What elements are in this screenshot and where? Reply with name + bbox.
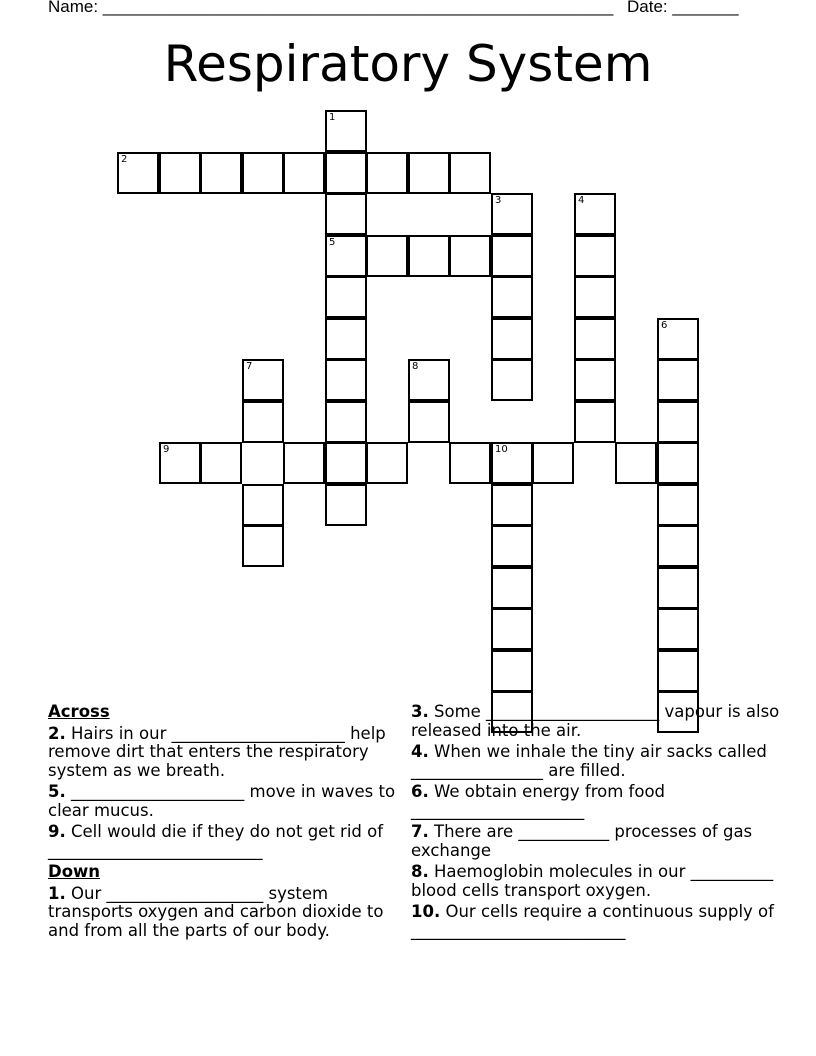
- clue-down-8: [411, 863, 781, 900]
- clue-down-6: [411, 783, 781, 820]
- crossword-cell[interactable]: [325, 401, 367, 443]
- crossword-cell[interactable]: [491, 484, 533, 526]
- clue-number: 3.: [411, 702, 429, 721]
- crossword-cell[interactable]: [657, 442, 699, 484]
- clue-number-label: 8: [412, 361, 419, 372]
- crossword-cell[interactable]: [615, 442, 657, 484]
- clue-number: 10.: [411, 902, 441, 921]
- clue-number: 2.: [48, 723, 66, 743]
- clue-number: 8.: [411, 862, 429, 881]
- crossword-cell[interactable]: [574, 359, 616, 401]
- crossword-cell[interactable]: [200, 442, 242, 484]
- down-heading: Down: [48, 862, 101, 881]
- crossword-cell[interactable]: [491, 276, 533, 318]
- clue-number: 6.: [411, 782, 429, 801]
- crossword-cell[interactable]: [657, 318, 699, 360]
- crossword-cell[interactable]: [408, 359, 450, 401]
- clue-text: Our cells require a continuous supply of __________________________: [411, 902, 774, 940]
- crossword-cell[interactable]: [491, 318, 533, 360]
- clue-text: Hairs in our _____________________ help remove dirt that enters the respiratory system as we breath.: [48, 723, 386, 780]
- clue-across-9: [48, 823, 398, 860]
- clue-down-3: [411, 703, 781, 740]
- clue-down-7: [411, 823, 781, 860]
- crossword-cell[interactable]: [491, 525, 533, 567]
- crossword-cell[interactable]: [491, 193, 533, 235]
- crossword-cell[interactable]: [657, 608, 699, 650]
- crossword-cell[interactable]: [325, 152, 367, 194]
- clue-number: 1.: [48, 883, 66, 903]
- crossword-cell[interactable]: [242, 359, 284, 401]
- crossword-cell[interactable]: [574, 276, 616, 318]
- crossword-cell[interactable]: [242, 401, 284, 443]
- crossword-cell[interactable]: [657, 359, 699, 401]
- crossword-cell[interactable]: [325, 359, 367, 401]
- crossword-cell[interactable]: [532, 442, 574, 484]
- crossword-cell[interactable]: [491, 650, 533, 692]
- clues-right-column: [411, 703, 781, 943]
- clue-number-label: 7: [246, 361, 253, 372]
- clue-down-10: [411, 903, 781, 940]
- clues-left-column: [48, 703, 398, 943]
- crossword-cell[interactable]: [657, 567, 699, 609]
- crossword-cell[interactable]: [325, 110, 367, 152]
- clue-text: Haemoglobin molecules in our __________ blood cells transport oxygen.: [411, 862, 774, 900]
- crossword-cell[interactable]: [159, 442, 201, 484]
- crossword-cell[interactable]: [242, 152, 284, 194]
- crossword-cell[interactable]: [449, 152, 491, 194]
- crossword-cell[interactable]: [491, 608, 533, 650]
- clue-number-label: 4: [578, 195, 585, 206]
- page-title: Respiratory System: [163, 35, 653, 93]
- crossword-cell[interactable]: [574, 235, 616, 277]
- clue-text: Cell would die if they do not get rid of __________________________: [48, 822, 384, 860]
- crossword-cell[interactable]: [408, 152, 450, 194]
- clue-down-4: [411, 743, 781, 780]
- crossword-cell[interactable]: [366, 152, 408, 194]
- crossword-cell[interactable]: [491, 442, 533, 484]
- crossword-cell[interactable]: [657, 484, 699, 526]
- clue-across-5: [48, 783, 398, 820]
- crossword-cell[interactable]: [325, 442, 367, 484]
- clue-number: 4.: [411, 742, 429, 761]
- crossword-cell[interactable]: [657, 650, 699, 692]
- crossword-cell[interactable]: [408, 401, 450, 443]
- crossword-cell[interactable]: [242, 525, 284, 567]
- clue-number-label: 10: [495, 444, 508, 455]
- crossword-cell[interactable]: [366, 442, 408, 484]
- crossword-cell[interactable]: [325, 484, 367, 526]
- clue-text: There are ___________ processes of gas exchange: [411, 822, 753, 860]
- crossword-cell[interactable]: [325, 235, 367, 277]
- clue-number: 9.: [48, 822, 66, 841]
- clue-across-2: [48, 725, 398, 781]
- clue-number-label: 2: [121, 154, 128, 165]
- crossword-cell[interactable]: [325, 318, 367, 360]
- crossword-cell[interactable]: [325, 276, 367, 318]
- crossword-cell[interactable]: [657, 401, 699, 443]
- crossword-cell[interactable]: [574, 401, 616, 443]
- across-heading: Across: [48, 702, 110, 721]
- clue-text: We obtain energy from food _____________________: [411, 782, 666, 820]
- crossword-cell[interactable]: [449, 235, 491, 277]
- crossword-cell[interactable]: [283, 442, 325, 484]
- crossword-cell[interactable]: [657, 525, 699, 567]
- clue-number-label: 3: [495, 195, 502, 206]
- crossword-cell[interactable]: [491, 235, 533, 277]
- name-field-label: Name: ______________________________________________________: [48, 0, 614, 16]
- crossword-cell[interactable]: [117, 152, 159, 194]
- clue-down-1: [48, 885, 398, 941]
- clue-number-label: 9: [163, 444, 170, 455]
- date-field-label: Date: _______: [627, 0, 739, 16]
- clue-text: _____________________ move in waves to clear mucus.: [48, 782, 396, 820]
- crossword-cell[interactable]: [574, 318, 616, 360]
- clue-number: 7.: [411, 822, 429, 841]
- crossword-cell[interactable]: [366, 235, 408, 277]
- crossword-cell[interactable]: [574, 193, 616, 235]
- crossword-cell[interactable]: [491, 359, 533, 401]
- clue-number-label: 6: [661, 320, 668, 331]
- crossword-cell[interactable]: [242, 484, 284, 526]
- clue-number-label: 5: [329, 237, 336, 248]
- clue-text: Our ___________________ system transports oxygen and carbon dioxide to and from all the parts of our body.: [48, 883, 384, 940]
- crossword-cell[interactable]: [449, 442, 491, 484]
- crossword-cell[interactable]: [159, 152, 201, 194]
- crossword-cell[interactable]: [491, 567, 533, 609]
- clue-number-label: 1: [329, 112, 336, 123]
- crossword-cell[interactable]: [200, 152, 242, 194]
- clue-text: Some _____________________ vapour is also released into the air.: [411, 702, 780, 740]
- crossword-cell[interactable]: [283, 152, 325, 194]
- clue-number: 5.: [48, 782, 66, 801]
- crossword-cell[interactable]: [408, 235, 450, 277]
- crossword-cell[interactable]: [325, 193, 367, 235]
- clue-text: When we inhale the tiny air sacks called ________________ are filled.: [411, 742, 767, 780]
